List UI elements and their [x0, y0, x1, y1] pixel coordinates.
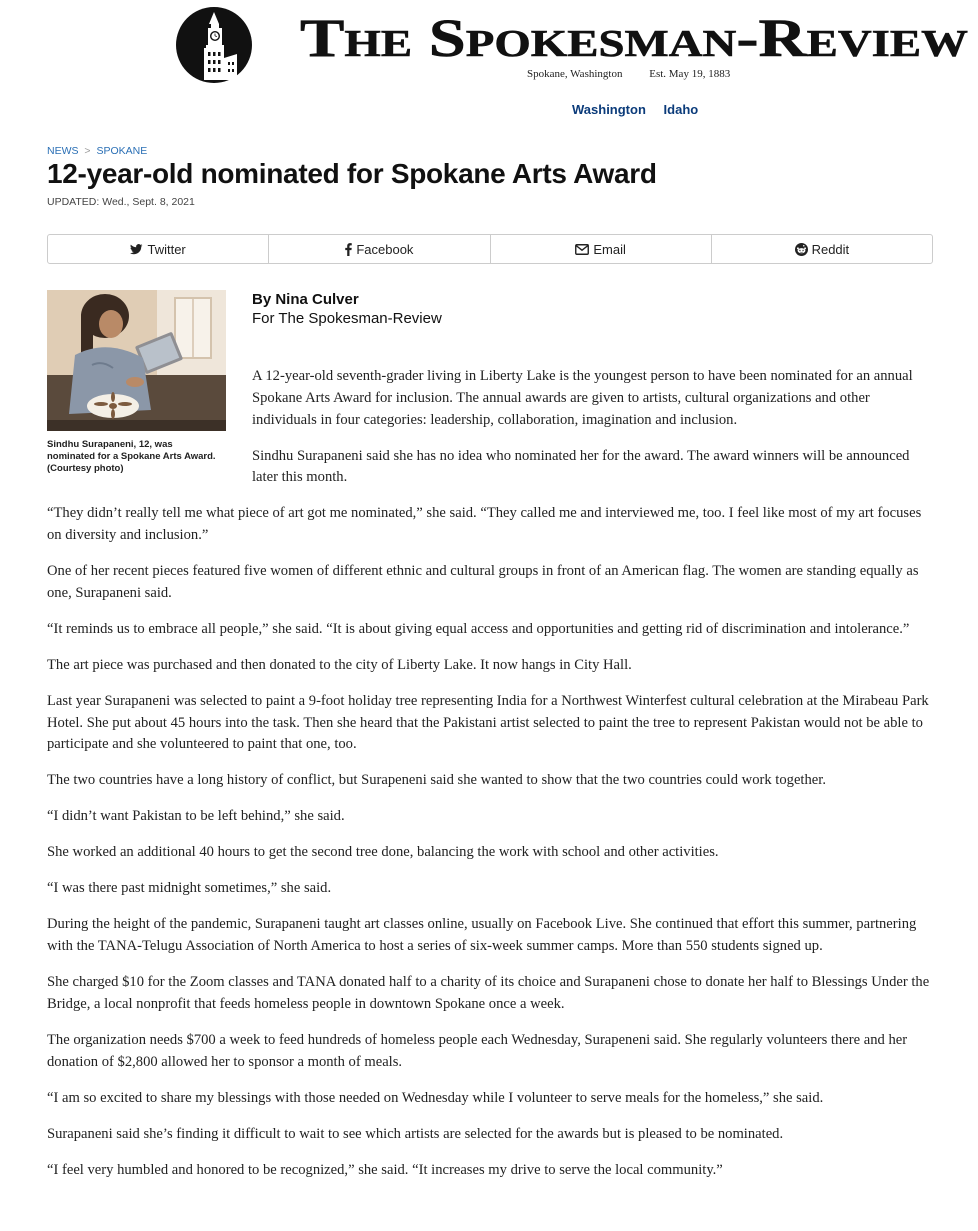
byline [252, 290, 442, 328]
masthead-meta [527, 68, 730, 80]
share-bar [47, 234, 933, 264]
share-email-button[interactable] [490, 235, 711, 263]
article-headline: 12-year-old nominated for Spokane Arts Award [47, 158, 657, 189]
breadcrumb-separator: > [84, 145, 91, 157]
share-twitter-button[interactable] [48, 235, 268, 263]
article-paragraph: “It reminds us to embrace all people,” she said. “It is about giving equal access and opportunities and getting rid of discrimination and intolerance.” [47, 620, 910, 637]
article-paragraph: The organization needs $700 a week to feed hundreds of homeless people each Wednesday, Surapeneni said. She regularly volunteers there and her donation of $2,800 allowed her to sponsor a month of meals. [47, 1031, 908, 1070]
facebook-icon [345, 243, 352, 256]
article-paragraph: “They didn’t really tell me what piece of art got me nominated,” she said. “They called me and interviewed me, too. I feel like most of my art focuses on diversity and inclusion.” [47, 505, 922, 544]
nav-link-idaho[interactable]: Idaho [663, 102, 699, 117]
masthead [0, 0, 978, 96]
wordmark-text: The Spokesman-Review [300, 8, 968, 66]
reddit-icon [795, 243, 808, 256]
article-paragraph: “I feel very humbled and honored to be recognized,” she said. “It increases my drive to serve the local community.” [47, 1161, 723, 1178]
clock-tower-icon[interactable] [175, 6, 253, 84]
share-email-label: Email [593, 241, 626, 257]
article-paragraph: “I am so excited to share my blessings with those needed on Wednesday while I volunteer to serve meals for the homeless,” she said. [47, 1089, 824, 1106]
author-affiliation: For The Spokesman-Review [252, 310, 442, 327]
share-facebook-button[interactable] [268, 235, 489, 263]
breadcrumb-spokane[interactable]: SPOKANE [96, 145, 148, 157]
masthead-established: Est. May 19, 1883 [649, 68, 731, 80]
article-paragraph: “I was there past midnight sometimes,” she said. [47, 880, 332, 897]
breadcrumb-news[interactable]: NEWS [47, 145, 79, 157]
breadcrumb [47, 145, 147, 157]
article-paragraph: She worked an additional 40 hours to get the second tree done, balancing the work with school and other activities. [47, 844, 719, 861]
article-paragraph: A 12-year-old seventh-grader living in Liberty Lake is the youngest person to have been nominated for an annual Spokane Arts Award for inclusion. The annual awards are given to artists, cultural organizations and other individuals in four categories: leadership, collaboration, imagination and inclusion. [252, 368, 913, 428]
nav-link-washington[interactable]: Washington [572, 102, 646, 117]
author-name[interactable]: By Nina Culver [252, 291, 359, 308]
email-icon [575, 244, 589, 255]
article-paragraph: One of her recent pieces featured five women of different ethnic and cultural groups in front of an American flag. The women are standing equally as one, Surapaneni said. [47, 563, 919, 601]
article-paragraph: Last year Surapaneni was selected to paint a 9-foot holiday tree representing India for a Northwest Winterfest cultural celebration at the Mirabeau Park Hotel. She put about 45 hours into the task. Then she heard that the Pakistani artist selected to paint the tree to represent Pakistan would not be able to participate and she volunteered to paint that one, too. [47, 692, 929, 753]
share-twitter-label: Twitter [147, 241, 186, 257]
twitter-icon [130, 244, 143, 255]
article-paragraph: She charged $10 for the Zoom classes and TANA donated half to a charity of its choice and Surapaneni chose to donate her half to Blessings Under the Bridge, a local nonprofit that feeds homeless people in downtown Spokane once a week. [47, 974, 930, 1012]
wordmark-logo[interactable] [300, 6, 972, 66]
article-paragraph: Sindhu Surapaneni said she has no idea who nominated her for the award. The award winners will be announced later this month. [252, 447, 910, 486]
share-reddit-button[interactable] [711, 235, 932, 263]
article-paragraph: The art piece was purchased and then donated to the city of Liberty Lake. It now hangs in City Hall. [47, 656, 632, 673]
photo-caption: Sindhu Surapaneni, 12, was nominated for a Spokane Arts Award. (Courtesy photo) [47, 439, 216, 474]
share-reddit-label: Reddit [811, 241, 850, 257]
photo-spacer [47, 366, 252, 499]
share-facebook-label: Facebook [356, 241, 414, 257]
masthead-location: Spokane, Washington [527, 68, 623, 80]
article-paragraph: During the height of the pandemic, Surapaneni taught art classes online, usually on Facebook Live. She continued that effort this summer, partnering with the TANA-Telugu Association of North America to host a series of six-week summer camps. More than 550 students signed up. [47, 916, 917, 955]
article-paragraph: Surapaneni said she’s finding it difficult to wait to see which artists are selected for the awards but is pleased to be nominated. [47, 1125, 784, 1142]
updated-timestamp: UPDATED: Wed., Sept. 8, 2021 [47, 196, 195, 208]
top-nav [572, 102, 698, 117]
article-body [47, 366, 933, 1196]
article-paragraph: The two countries have a long history of conflict, but Surapeneni said she wanted to show that the two countries could work together. [47, 772, 826, 789]
article-paragraph: “I didn’t want Pakistan to be left behind,” she said. [47, 808, 345, 825]
